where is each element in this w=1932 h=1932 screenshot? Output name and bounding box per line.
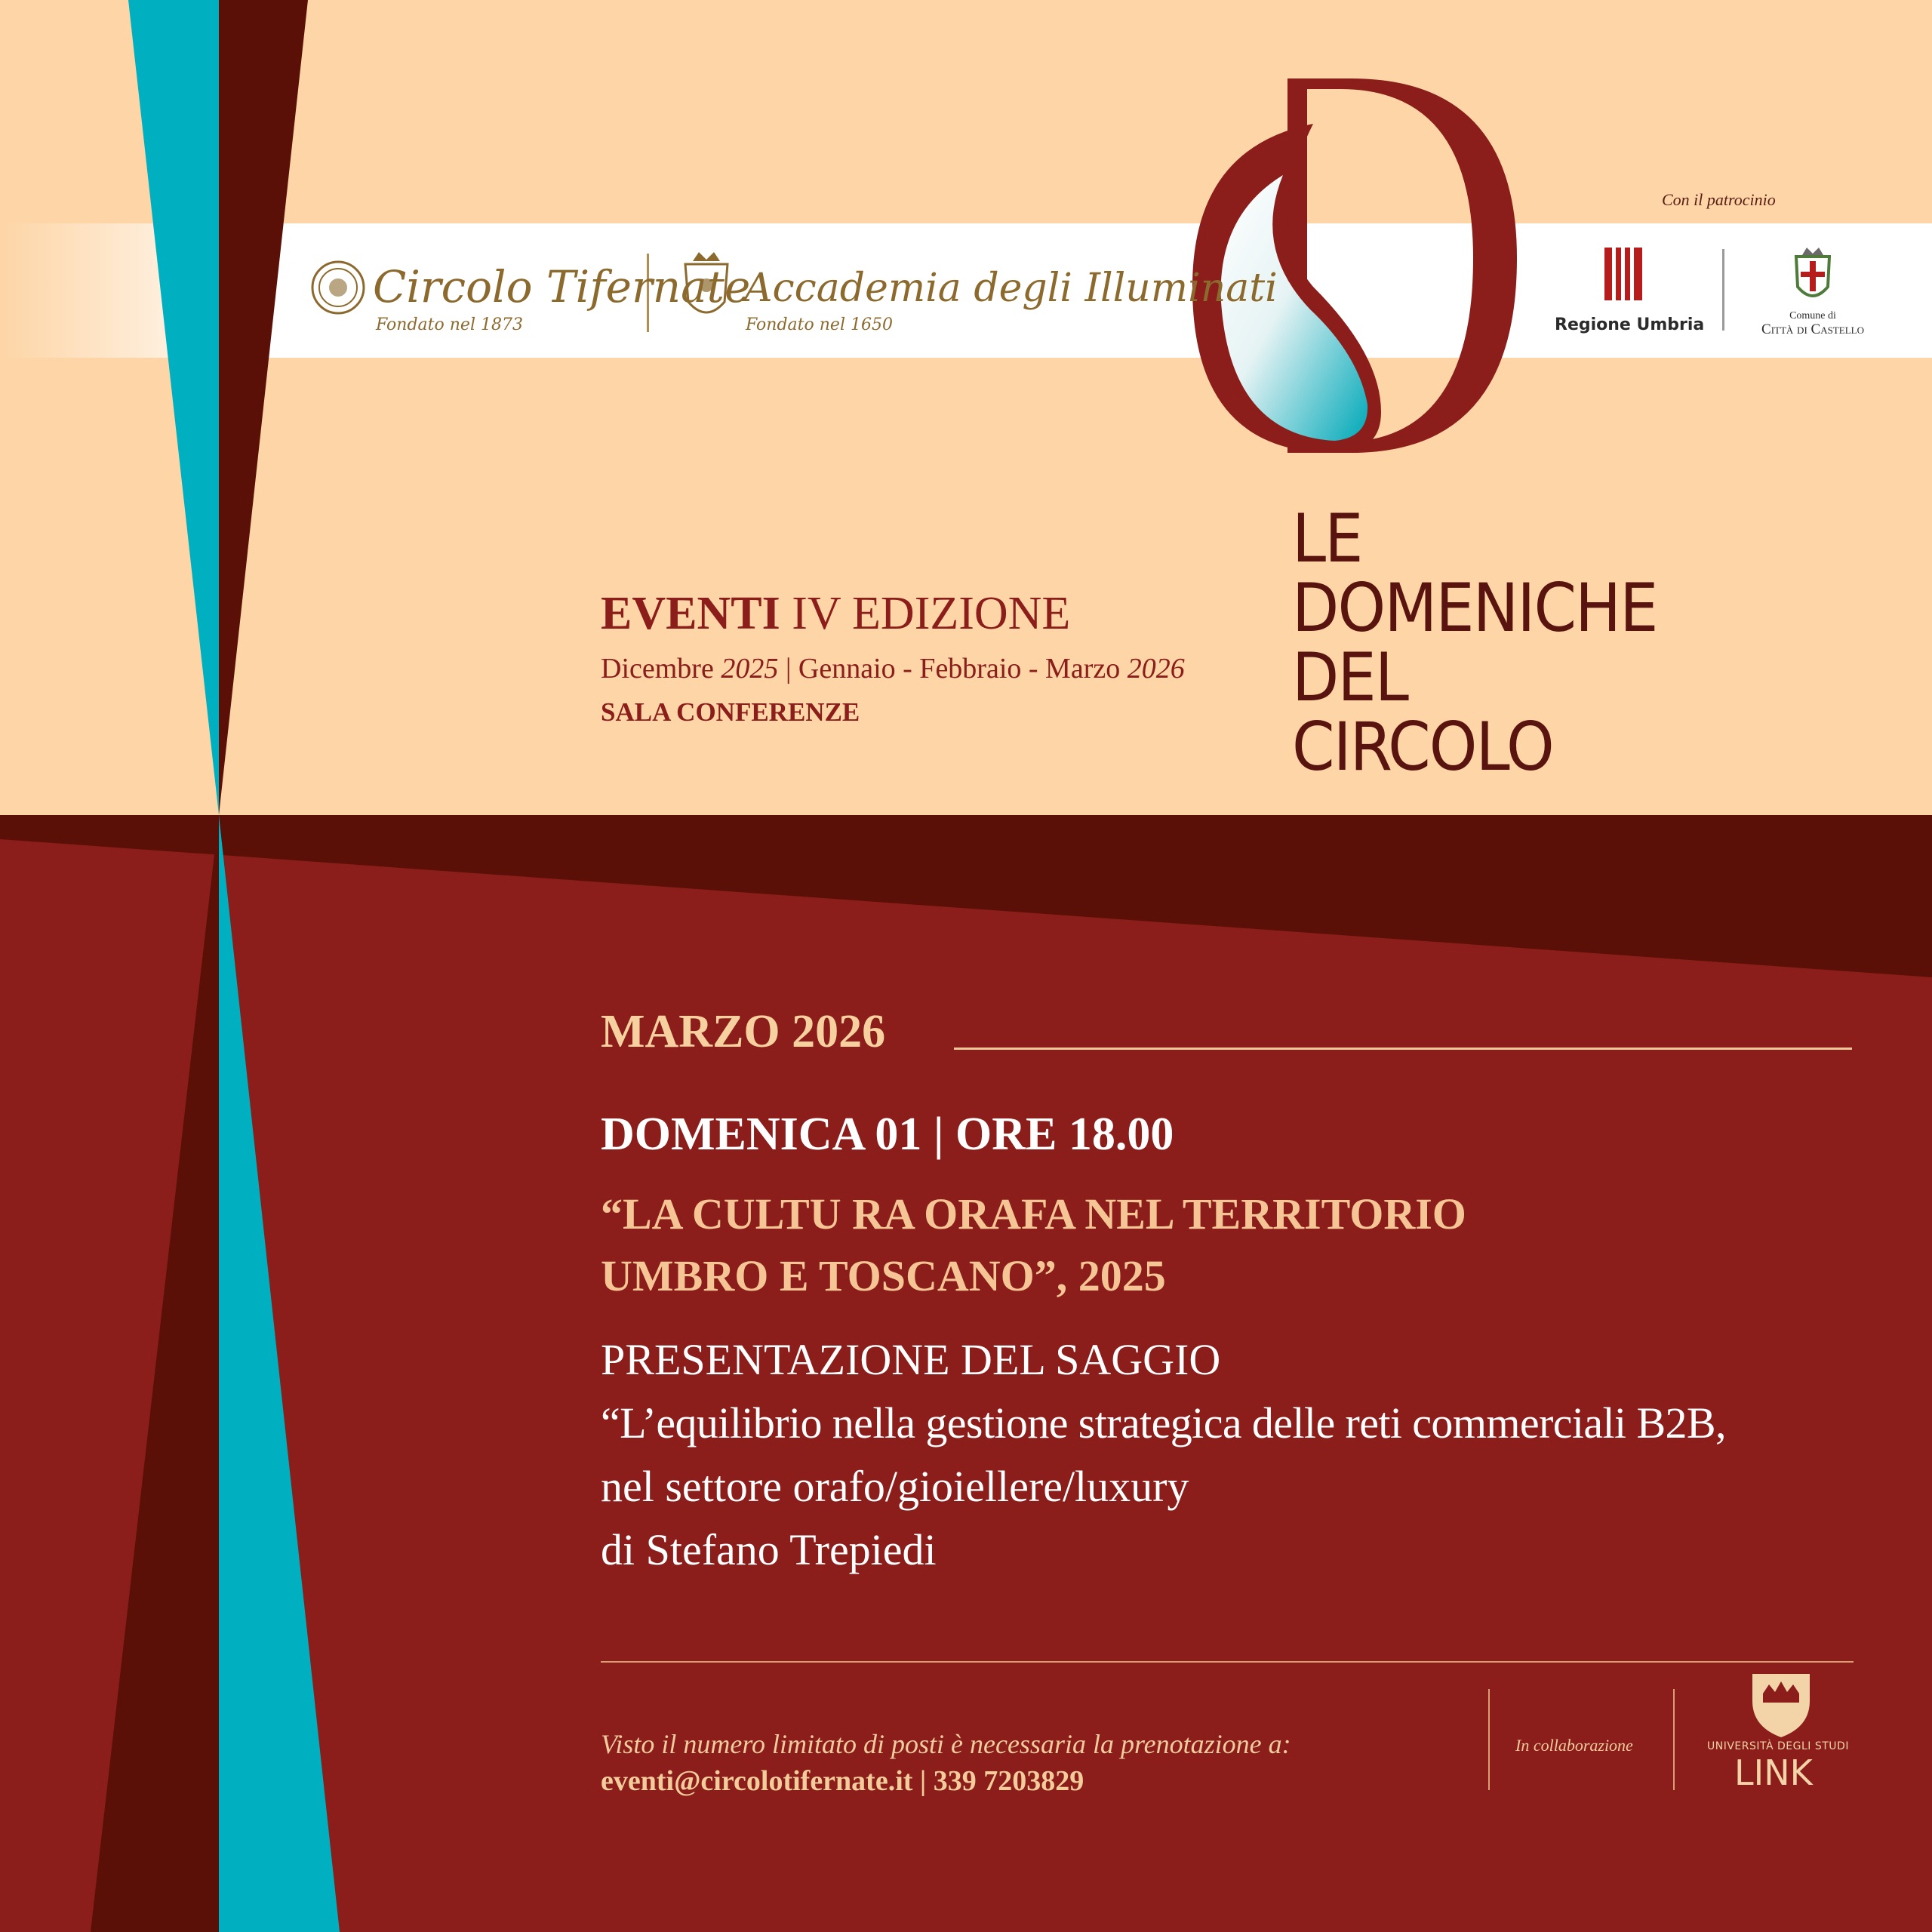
brand-title	[1292, 500, 1657, 786]
dates-part-3: | Gennaio - Febbraio - Marzo	[778, 653, 1128, 685]
series-title-rest: IV EDIZIONE	[780, 588, 1071, 639]
booking-note: Visto il numero limitato di posti è necessaria la prenotazione a:	[601, 1729, 1291, 1759]
dates-part-4: 2026	[1127, 653, 1185, 685]
brand-line-3: DEL	[1292, 638, 1408, 716]
collaboration-caption: In collaborazione	[1515, 1736, 1633, 1755]
university-small-label: UNIVERSITÀ DEGLI STUDI	[1707, 1740, 1849, 1752]
venue-label: SALA CONFERENZE	[601, 697, 860, 727]
accademia-illuminati-name: Accademia degli Illuminati	[744, 266, 1278, 311]
regione-umbria-label: Regione Umbria	[1555, 315, 1705, 334]
description-line-4: di Stefano Trepiedi	[601, 1525, 937, 1574]
series-title	[601, 587, 1070, 641]
series-dates	[601, 652, 1185, 685]
month-heading: MARZO 2026	[601, 1006, 886, 1057]
series-title-bold: EVENTI	[601, 588, 780, 639]
comune-label	[1751, 309, 1875, 337]
regione-umbria-flag-icon	[1604, 248, 1642, 300]
headline-line-1: “LA CULTU RA ORAFA NEL TERRITORIO	[601, 1189, 1466, 1238]
dates-part-1: Dicembre	[601, 653, 721, 685]
comune-small-label: Comune di	[1789, 310, 1836, 321]
booking-contact-link[interactable]: eventi@circolotifernate.it | 339 7203829	[601, 1765, 1084, 1797]
circolo-tifernate-founded: Fondato nel 1873	[376, 315, 523, 334]
event-headline	[601, 1183, 1466, 1307]
circolo-tifernate-name: Circolo Tifernate	[373, 261, 751, 312]
comune-name-label: Città di Castello	[1761, 321, 1864, 337]
description-line-1: PRESENTAZIONE DEL SAGGIO	[601, 1335, 1221, 1384]
patronage-caption: Con il patrocinio	[1662, 190, 1776, 209]
brand-line-2: DOMENICHE	[1292, 569, 1657, 647]
headline-line-2: UMBRO E TOSCANO”, 2025	[601, 1251, 1166, 1300]
description-line-3: nel settore orafo/gioiellere/luxury	[601, 1462, 1189, 1511]
university-link-logo-text: LINK	[1734, 1752, 1813, 1793]
event-date-time: DOMENICA 01 | ORE 18.00	[601, 1109, 1174, 1160]
brand-line-1: LE	[1292, 500, 1362, 577]
dates-part-2: 2025	[721, 653, 779, 685]
description-line-2: “L’equilibrio nella gestione strategica delle reti commerciali B2B,	[601, 1398, 1726, 1447]
brand-line-4: CIRCOLO	[1292, 708, 1553, 786]
event-description	[601, 1328, 1726, 1582]
accademia-illuminati-founded: Fondato nel 1650	[746, 315, 893, 334]
